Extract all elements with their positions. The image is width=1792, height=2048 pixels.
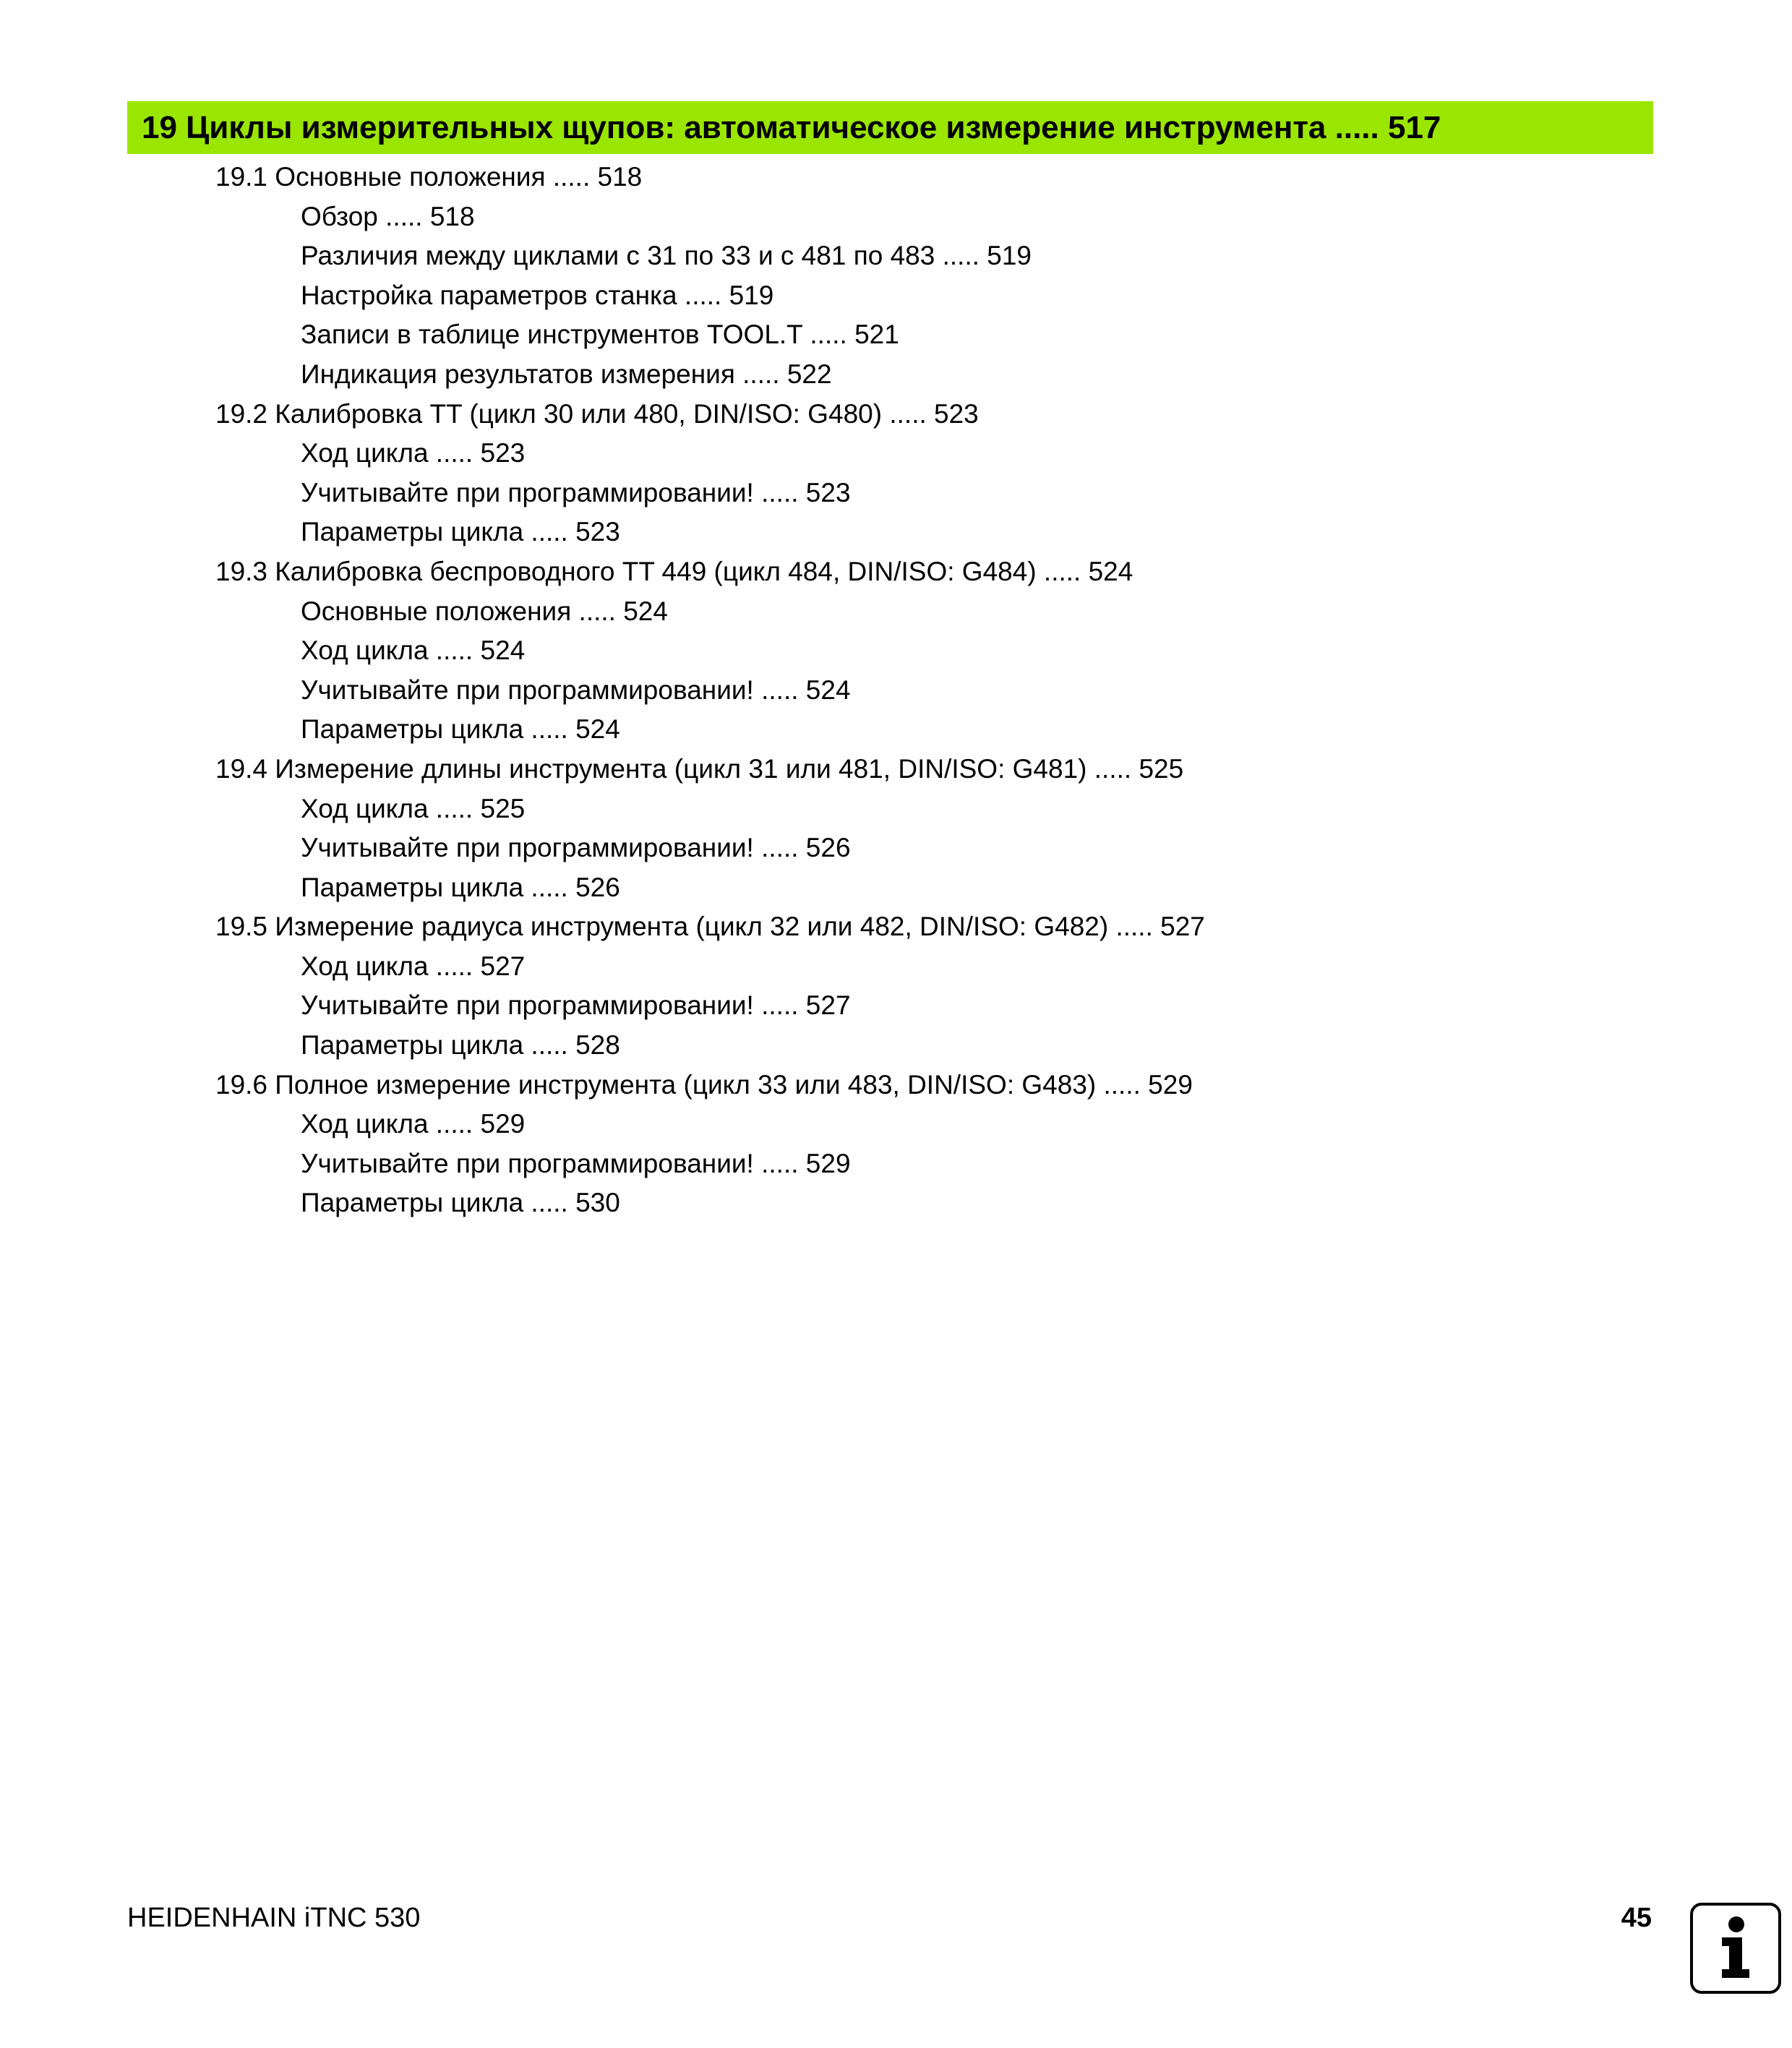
toc-section-heading[interactable]: 19.5 Измерение радиуса инструмента (цикл 32 или 482, DIN/ISO: G482) ..... 527: [215, 912, 1205, 942]
toc-section: [0, 1066, 1792, 1223]
toc-item[interactable]: Параметры цикла ..... 524: [301, 714, 620, 745]
toc-item[interactable]: Ход цикла ..... 523: [301, 438, 526, 468]
toc-item[interactable]: Ход цикла ..... 524: [301, 635, 526, 666]
toc-item[interactable]: Записи в таблице инструментов TOOL.T ..... 521: [301, 320, 899, 350]
toc-item[interactable]: Учитывайте при программировании! ..... 527: [301, 990, 851, 1021]
toc-section: [0, 395, 1792, 552]
toc-section: [0, 907, 1792, 1065]
chapter-header: [127, 101, 1653, 154]
page-number: 45: [1621, 1903, 1652, 1933]
toc-section-heading[interactable]: 19.2 Калибровка TT (цикл 30 или 480, DIN/ISO: G480) ..... 523: [215, 398, 979, 429]
toc-item[interactable]: Ход цикла ..... 525: [301, 793, 526, 823]
toc-section: [0, 158, 1792, 395]
toc-item[interactable]: Различия между циклами с 31 по 33 и с 481 по 483 ..... 519: [301, 241, 1032, 271]
info-glyph: [1693, 1906, 1778, 1991]
toc-section-heading[interactable]: 19.4 Измерение длины инструмента (цикл 31 или 481, DIN/ISO: G481) ..... 525: [215, 753, 1184, 784]
toc-item[interactable]: Параметры цикла ..... 526: [301, 872, 620, 902]
toc-item[interactable]: Индикация результатов измерения ..... 522: [301, 359, 832, 389]
toc-item[interactable]: Параметры цикла ..... 523: [301, 517, 620, 547]
footer-product-name: HEIDENHAIN iTNC 530: [127, 1903, 421, 1933]
toc-item[interactable]: Учитывайте при программировании! ..... 523: [301, 477, 851, 507]
chapter-title[interactable]: 19 Циклы измерительных щупов: автоматическое измерение инструмента ..... 517: [142, 109, 1441, 145]
toc-item[interactable]: Настройка параметров станка ..... 519: [301, 280, 774, 310]
toc-section-heading[interactable]: 19.3 Калибровка беспроводного TT 449 (цикл 484, DIN/ISO: G484) ..... 524: [215, 556, 1133, 586]
toc-section: [0, 552, 1792, 750]
toc-item[interactable]: Параметры цикла ..... 530: [301, 1188, 620, 1218]
toc-section-heading[interactable]: 19.1 Основные положения ..... 518: [215, 162, 643, 192]
toc-item[interactable]: Параметры цикла ..... 528: [301, 1030, 620, 1061]
toc-section: [0, 750, 1792, 907]
toc-section-heading[interactable]: 19.6 Полное измерение инструмента (цикл 33 или 483, DIN/ISO: G483) ..... 529: [215, 1069, 1193, 1100]
info-icon[interactable]: [1690, 1903, 1781, 1994]
toc-item[interactable]: Ход цикла ..... 529: [301, 1109, 526, 1139]
toc-item[interactable]: Учитывайте при программировании! ..... 529: [301, 1148, 851, 1178]
toc-item[interactable]: Учитывайте при программировании! ..... 524: [301, 674, 851, 705]
toc-item[interactable]: Ход цикла ..... 527: [301, 951, 526, 981]
toc-item[interactable]: Основные положения ..... 524: [301, 596, 668, 626]
table-of-contents: [0, 158, 1792, 1223]
toc-item[interactable]: Обзор ..... 518: [301, 201, 475, 231]
toc-item[interactable]: Учитывайте при программировании! ..... 526: [301, 833, 851, 863]
